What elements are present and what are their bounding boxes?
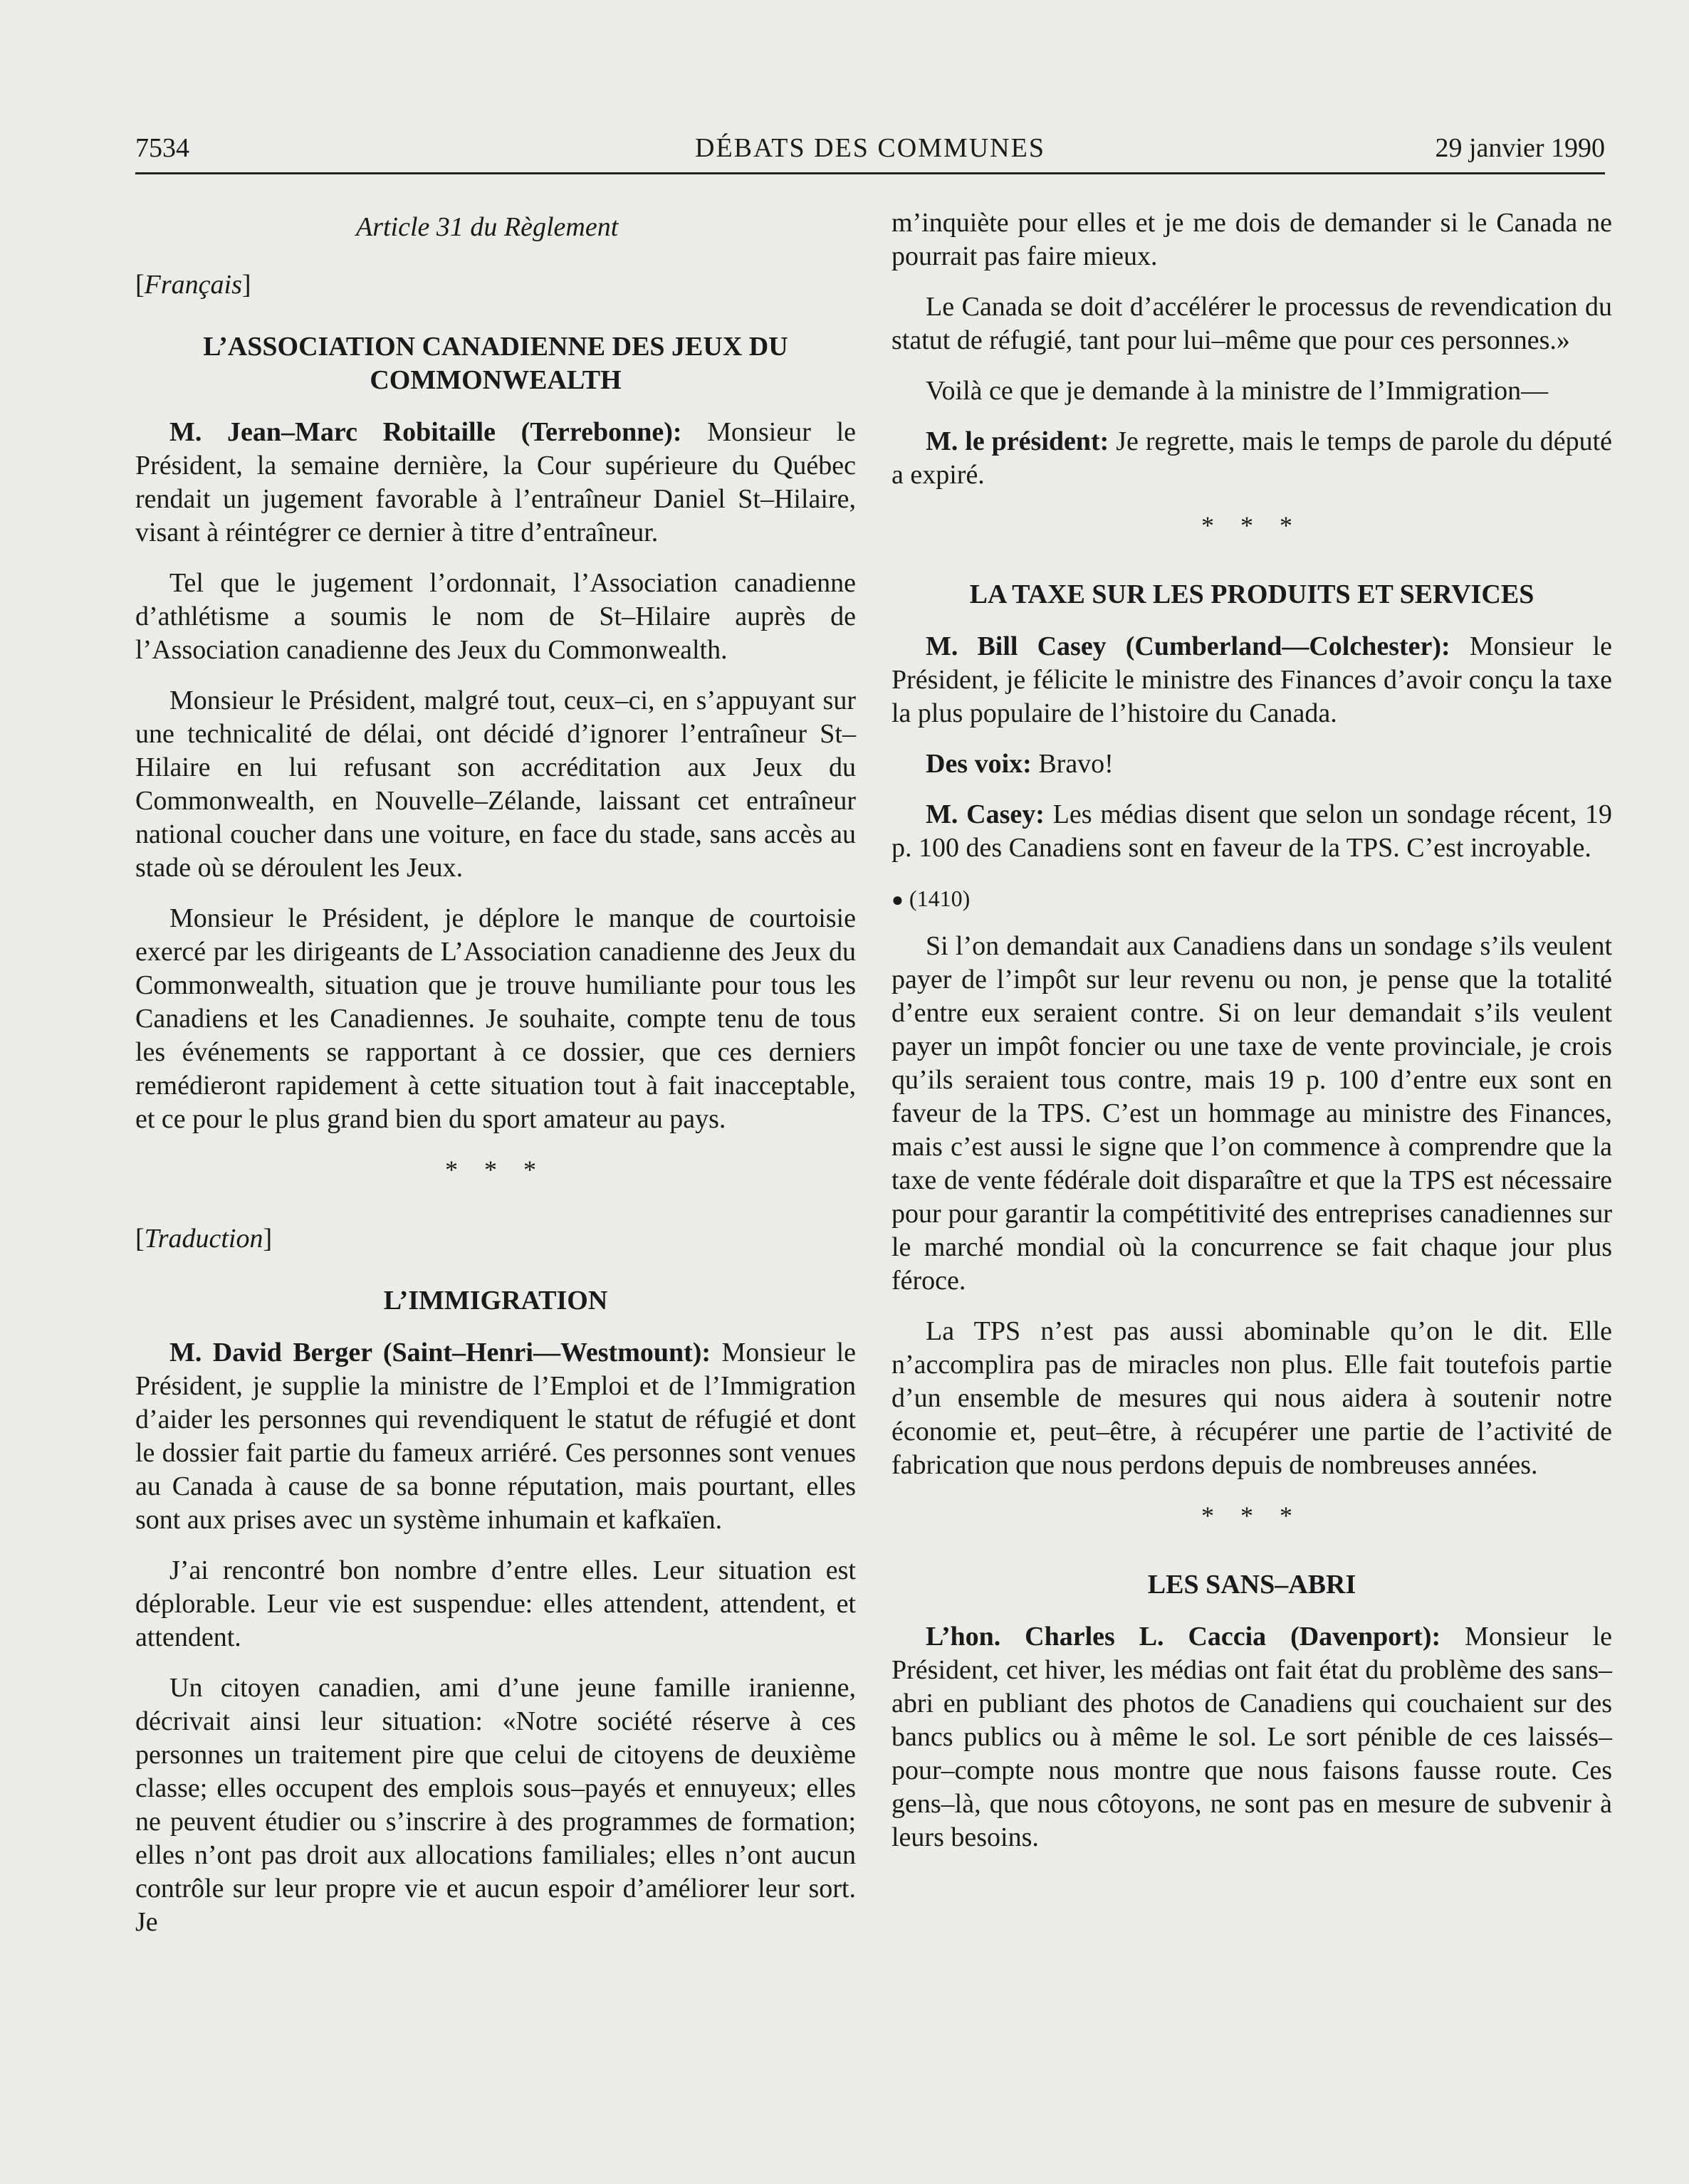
section-separator: * * * — [1201, 1501, 1302, 1530]
paragraph: Voilà ce que je demande à la ministre de l’Immigration— — [926, 376, 1549, 406]
right-column — [891, 206, 1612, 1871]
paragraph: m’inquiète pour elles et je me dois de demander si le Canada ne pourrait pas faire mieux. — [891, 208, 1612, 271]
speaker-name: M. Casey: — [926, 799, 1045, 829]
paragraph: Des voix: Bravo! — [926, 749, 1114, 779]
paragraph: Monsieur le Président, malgré tout, ceux–ci, en s’appuyant sur une technicalité de délai, ont décidé d’ignorer l’entraîneur St–Hilaire en lui refusant son accréditation aux Jeux du Commonwealth, en Nouvelle–Zélande, laissant cet entraîneur national coucher dans une voiture, en face du stade, sans accès au stade où se déroulent les Jeux. — [135, 686, 856, 883]
bullet-icon: ● — [891, 889, 904, 911]
paragraph: M. Casey: Les médias disent que selon un sondage récent, 19 p. 100 des Canadiens sont en faveur de la TPS. C’est incroyable. — [891, 799, 1612, 863]
paragraph: Monsieur le Président, je déplore le manque de courtoisie exercé par les dirigeants de L’Association canadienne des Jeux du Commonwealth, situation que je trouve humiliante pour tous les Canadiens et les Canadiennes. Je souhaite, compte tenu de tous les événements se rapportant à ce dossier, que ces derniers remédieront rapidement à cette situation tout à fait inacceptable, et ce pour le plus grand bien du sport amateur au pays. — [135, 903, 856, 1134]
section-heading: L’IMMIGRATION — [383, 1286, 608, 1316]
speaker-name: Des voix: — [926, 749, 1032, 779]
paragraph: Si l’on demandait aux Canadiens dans un sondage s’ils veulent payer de l’impôt sur leur revenu ou non, je pense que la totalité d’entre eux seraient contre. Si on leur demandait s’ils veulent payer un impôt foncier ou une taxe de vente provinciale, je crois qu’ils seraient tous contre, mais 19 p. 100 d’entre eux sont en faveur de la TPS. C’est un hommage au ministre des Finances, mais c’est aussi le signe que l’on commence à comprendre que la taxe de vente fédérale doit disparaître et que la TPS est nécessaire pour pour garantir la compétitivité des entreprises canadiennes sur le marché mondial où la concurrence se fait chaque jour plus féroce. — [891, 931, 1612, 1296]
speaker-name: M. le président: — [926, 426, 1109, 456]
section-heading: L’ASSOCIATION CANADIENNE DES JEUX DU COMMONWEALTH — [203, 332, 788, 395]
speaker-name: M. Bill Casey (Cumberland—Colchester): — [926, 631, 1450, 661]
paragraph: M. Bill Casey (Cumberland—Colchester): Monsieur le Président, je félicite le ministre des Finances d’avoir conçu la taxe la plus populaire de l’histoire du Canada. — [891, 631, 1612, 728]
language-marker: [Traduction] — [135, 1224, 273, 1254]
paragraph: J’ai rencontré bon nombre d’entre elles. Leur situation est déplorable. Leur vie est suspendue: elles attendent, attendent, et attendent. — [135, 1555, 856, 1652]
publication-title: DÉBATS DES COMMUNES — [695, 133, 1045, 163]
speaker-name: M. Jean–Marc Robitaille (Terrebonne): — [169, 417, 682, 447]
paragraph: Un citoyen canadien, ami d’une jeune famille iranienne, décrivait ainsi leur situation: «Notre société réserve à ces personnes un traitement pire que celui de citoyens de deuxième classe; elles occupent des emplois sous–payés et ennuyeux; elles ne peuvent étudier ou s’inscrire à des programmes de formation; elles n’ont pas droit aux allocations familiales; elles n’ont aucun contrôle sur leur propre vie et aucun espoir d’améliorer leur sort. Je — [135, 1673, 856, 1937]
paragraph: M. le président: Je regrette, mais le temps de parole du député a expiré. — [891, 426, 1612, 490]
section-separator: * * * — [1201, 511, 1302, 540]
speaker-name: M. David Berger (Saint–Henri—Westmount): — [169, 1338, 711, 1367]
paragraph: L’hon. Charles L. Caccia (Davenport): Monsieur le Président, cet hiver, les médias ont fait état du problème des sans–abri en publiant des photos de Canadiens qui couchaient sur des bancs publics ou à même le sol. Le sort pénible de ces laissés–pour–compte nous montre que nous faisons fausse route. Ces gens–là, que nous côtoyons, ne sont pas en mesure de subvenir à leurs besoins. — [891, 1622, 1612, 1852]
paragraph: M. David Berger (Saint–Henri—Westmount): Monsieur le Président, je supplie la ministre de l’Emploi et de l’Immigration d’aider les personnes qui revendiquent le statut de réfugié et dont le dossier fait partie du fameux arriéré. Ces personnes sont venues au Canada à cause de sa bonne réputation, mais pourtant, elles sont aux prises avec un système inhumain et kafkaïen. — [135, 1338, 857, 1535]
rule-label: Article 31 du Règlement — [356, 212, 619, 242]
section-heading: LA TAXE SUR LES PRODUITS ET SERVICES — [969, 579, 1534, 609]
page-header — [135, 132, 1605, 174]
paragraph: Tel que le jugement l’ordonnait, l’Association canadienne d’athlétisme a soumis le nom de St–Hilaire auprès de l’Association canadienne des Jeux du Commonwealth. — [135, 568, 856, 665]
section-heading: LES SANS–ABRI — [1147, 1570, 1356, 1600]
paragraph: M. Jean–Marc Robitaille (Terrebonne): Monsieur le Président, la semaine dernière, la Cour supérieure du Québec rendait un jugement favorable à l’entraîneur Daniel St–Hilaire, visant à réintégrer ce dernier à titre d’entraîneur. — [135, 417, 856, 547]
page-number: 7534 — [135, 133, 189, 163]
time-marker: ● (1410) — [891, 886, 971, 911]
paragraph: Le Canada se doit d’accélérer le processus de revendication du statut de réfugié, tant pour lui–même que pour ces personnes.» — [891, 292, 1612, 355]
paragraph: La TPS n’est pas aussi abominable qu’on le dit. Elle n’accomplira pas de miracles non plus. Elle fait toutefois partie d’un ensemble de mesures qui nous aidera à soutenir notre économie et, peut–être, à récupérer une partie de l’activité de fabrication que nous perdons depuis de nombreuses années. — [891, 1316, 1612, 1480]
language-marker: [Français] — [135, 270, 251, 300]
section-separator: * * * — [445, 1155, 546, 1184]
page-date: 29 janvier 1990 — [1435, 133, 1605, 163]
left-column — [135, 206, 856, 1956]
speaker-name: L’hon. Charles L. Caccia (Davenport): — [926, 1622, 1441, 1652]
